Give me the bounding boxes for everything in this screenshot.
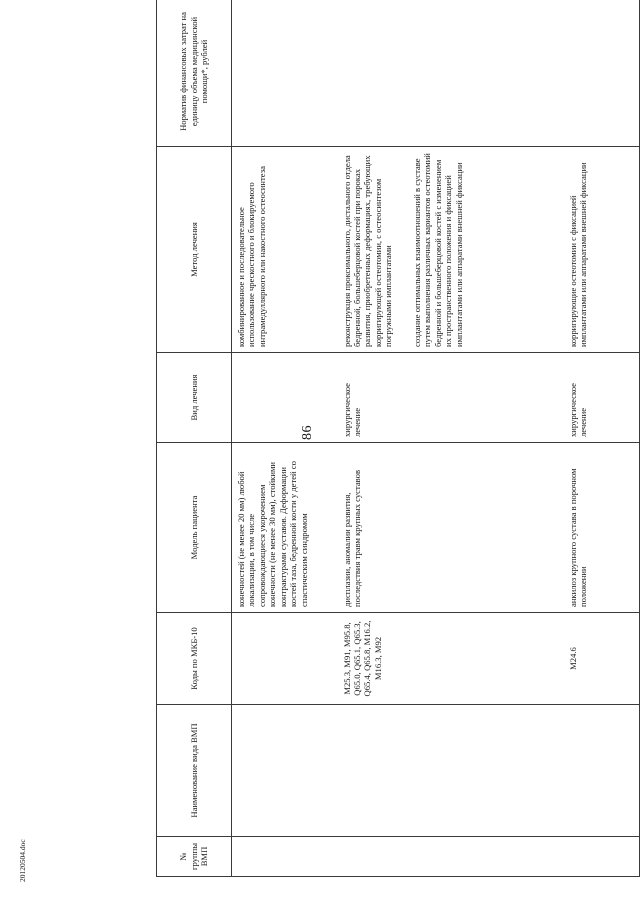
- cell-treatment-method: [338, 147, 564, 353]
- cell-treatment-type: хирургическое лечение: [338, 353, 564, 443]
- cell-treatment-type: хирургическое лечение: [564, 353, 640, 443]
- vmp-table: [156, 0, 640, 877]
- method-spacer: [394, 152, 412, 347]
- table-row: [564, 0, 640, 877]
- header-group-number: № группы ВМП: [157, 837, 232, 877]
- header-treatment-type: Вид лечения: [157, 353, 232, 443]
- cell-cost-norm: [564, 0, 640, 147]
- table-row: [338, 0, 564, 877]
- method-text-reconstruction: реконструкция проксимального, дистального отдела бедренной, большеберцовой костей при пороках развития, приобретенных деформациях, требующих корригирующей остеотомии, с остеосинтезом погружными имплантатами: [341, 155, 394, 347]
- cell-vmp-name: [564, 705, 640, 837]
- cell-group: [338, 837, 564, 877]
- cell-icd-codes: M24.6: [564, 613, 640, 705]
- cell-cost-norm: [338, 0, 564, 147]
- header-treatment-method: Метод лечения: [157, 147, 232, 353]
- cell-treatment-method: комбинированное и последовательное использование чрескостного и блокируемого интрамедуллярного или накостного остеосинтеза: [232, 147, 338, 353]
- header-cost-norm: Норматив финансовых затрат на единицу объема медицинской помощи*, рублей: [157, 0, 232, 147]
- cell-icd-codes: M25.3, M91, M95.8, Q65.0, Q65.1, Q65.3, Q65.4, Q65.8, M16.2, M16.3, M92: [338, 613, 564, 705]
- cell-icd-codes: [232, 613, 338, 705]
- table-header-row: [157, 0, 232, 877]
- page-number: 86: [300, 425, 315, 440]
- cell-cost-norm: [232, 0, 338, 147]
- cell-group: [564, 837, 640, 877]
- cell-vmp-name: [232, 705, 338, 837]
- cell-treatment-method: корригирующие остеотомии с фиксацией имплантатами или аппаратами внешней фиксации: [564, 147, 640, 353]
- header-icd-codes: Коды по МКБ-10: [157, 613, 232, 705]
- vmp-table-container: [156, 0, 640, 877]
- table-row: [232, 0, 338, 877]
- cell-patient-model: конечностей (не менее 20 мм) любой локализации, в том числе сопровождающиеся укорочением конечности (не менее 30 мм), стойкими контрактурами суставов. Деформации костей таза, бедренной кости у детей со спастическим синдромом: [232, 443, 338, 613]
- cell-patient-model: дисплазии, аномалии развития, последствия травм крупных суставов: [338, 443, 564, 613]
- cell-group: [232, 837, 338, 877]
- cell-treatment-type: [232, 353, 338, 443]
- cell-vmp-name: [338, 705, 564, 837]
- document-id: 20120504.doc: [18, 839, 27, 882]
- header-patient-model: Модель пациента: [157, 443, 232, 613]
- header-vmp-name: Наименование вида ВМП: [157, 705, 232, 837]
- cell-patient-model: анкилоз крупного сустава в порочном положении: [564, 443, 640, 613]
- method-text-osteotomy: создание оптимальных взаимоотношений в суставе путем выполнения различных вариантов остеотомий бедренной и большеберцовой костей с изменением их пространственного положения и фиксацией имплантатами или аппаратами внешней фиксации: [411, 153, 464, 347]
